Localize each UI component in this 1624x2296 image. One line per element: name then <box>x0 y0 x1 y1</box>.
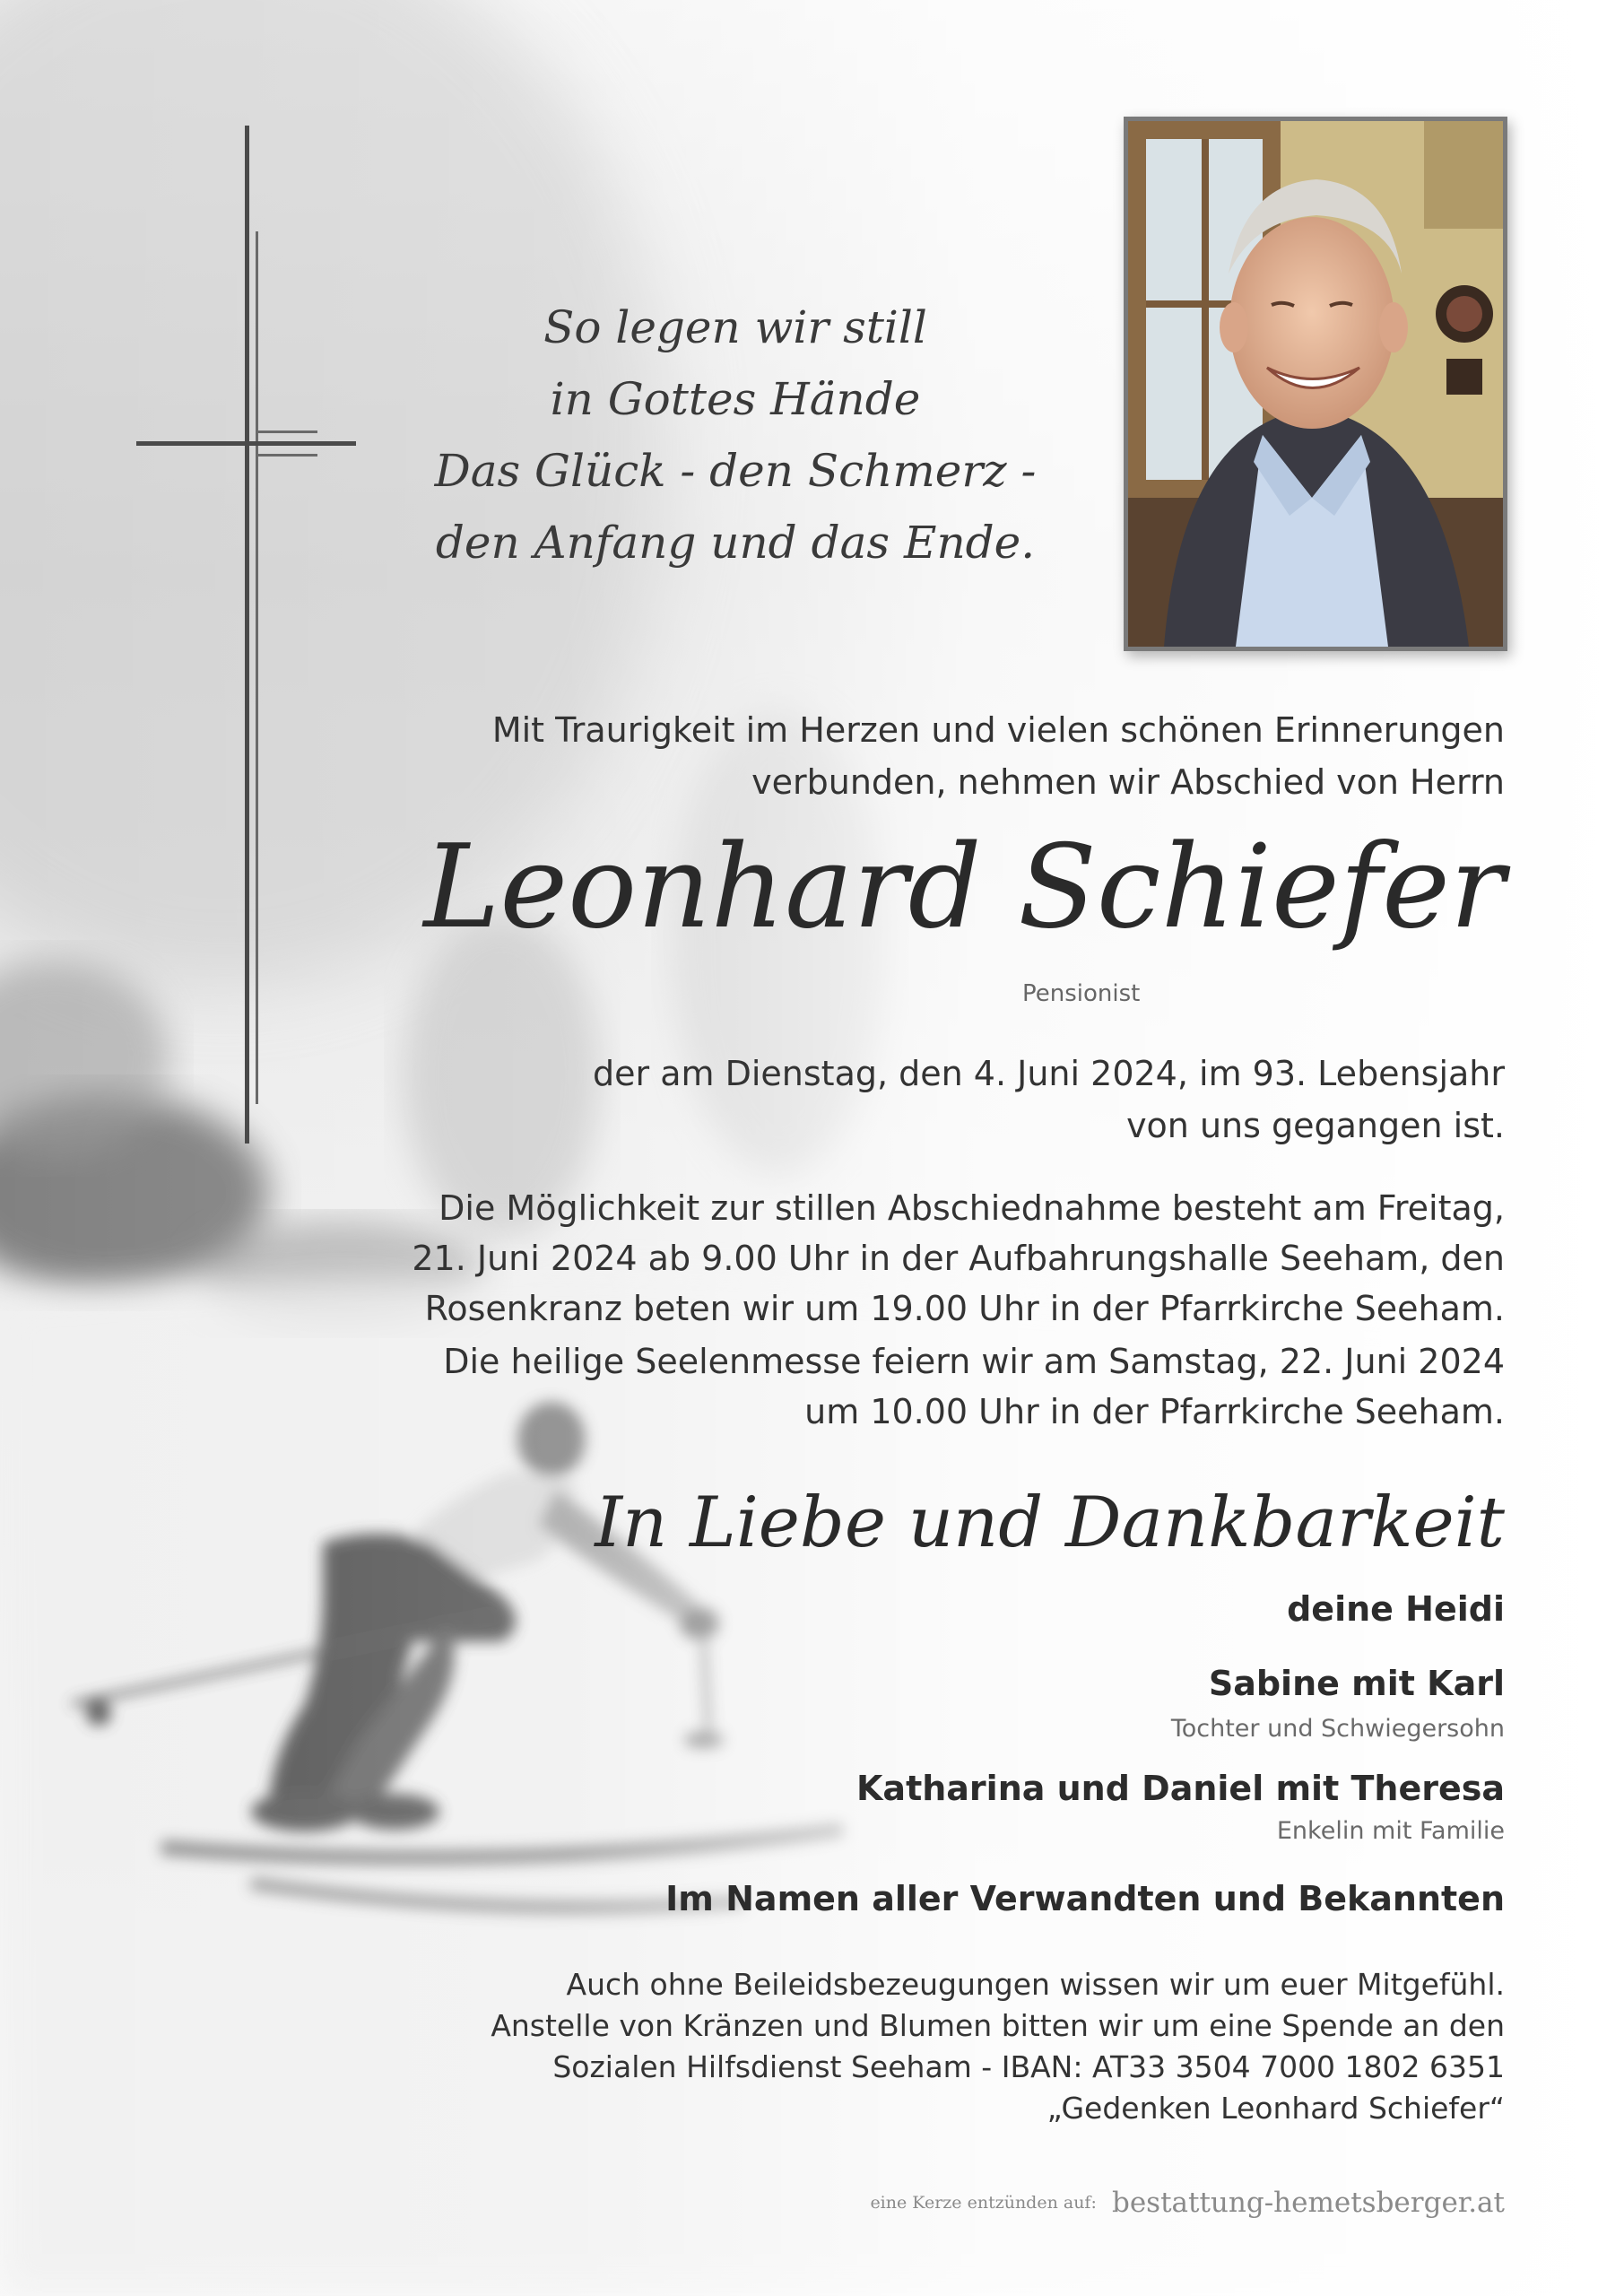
requiem-mass-text <box>339 1336 1505 1437</box>
mass-line-1: Die heilige Seelenmesse feiern wir am Samstag, 22. Juni 2024 <box>443 1342 1505 1381</box>
cross-horizontal-lower-bar <box>258 454 317 457</box>
mourner-name: Katharina und Daniel mit Theresa <box>855 1769 1505 1808</box>
mourner-relation: Tochter und Schwiegersohn <box>1170 1715 1505 1743</box>
mass-line-2: um 10.00 Uhr in der Pfarrkirche Seeham. <box>804 1392 1505 1431</box>
footer <box>870 2187 1505 2219</box>
date-of-death-text <box>429 1048 1505 1152</box>
viewing-line-1: Die Möglichkeit zur stillen Abschiednahme besteht am Freitag, <box>439 1188 1505 1228</box>
note-line-2: Anstelle von Kränzen und Blumen bitten wir um eine Spende an den <box>491 2008 1505 2043</box>
portrait-photo <box>1124 117 1507 651</box>
passed-line-2: von uns gegangen ist. <box>1126 1106 1505 1145</box>
viewing-line-2: 21. Juni 2024 ab 9.00 Uhr in der Aufbahrungshalle Seeham, den <box>412 1239 1505 1278</box>
footer-website-link[interactable]: bestattung-hemetsberger.at <box>1111 2187 1505 2219</box>
note-line-4: „Gedenken Leonhard Schiefer“ <box>1046 2091 1505 2126</box>
mourner-name: Sabine mit Karl <box>1208 1664 1505 1703</box>
intro-line-1: Mit Traurigkeit im Herzen und vielen schönen Erinnerungen <box>491 710 1505 750</box>
cross-vertical-bar <box>245 126 249 1144</box>
viewing-text <box>339 1183 1505 1334</box>
intro-text <box>429 704 1505 808</box>
note-line-1: Auch ohne Beileidsbezeugungen wissen wir um euer Mitgefühl. <box>566 1967 1505 2002</box>
verse-line-3: Das Glück - den Schmerz - <box>434 445 1037 497</box>
mourner-name: deine Heidi <box>1287 1589 1505 1629</box>
mourner-name: Im Namen aller Verwandten und Bekannten <box>665 1879 1505 1918</box>
passed-line-1: der am Dienstag, den 4. Juni 2024, im 93. Lebensjahr <box>593 1054 1505 1093</box>
cross-vertical-inner-bar <box>256 231 258 1104</box>
intro-line-2: verbunden, nehmen wir Abschied von Herrn <box>751 762 1505 802</box>
deceased-occupation: Pensionist <box>1022 980 1141 1007</box>
memorial-verse <box>421 291 1049 578</box>
closing-heading: In Liebe und Dankbarkeit <box>595 1483 1505 1563</box>
cross-horizontal-bar <box>136 441 356 446</box>
mourner-relation: Enkelin mit Familie <box>1276 1817 1505 1845</box>
donation-note <box>429 1964 1505 2129</box>
viewing-line-3: Rosenkranz beten wir um 19.00 Uhr in der Pfarrkirche Seeham. <box>424 1289 1505 1328</box>
verse-line-4: den Anfang und das Ende. <box>435 517 1036 569</box>
cross-horizontal-upper-bar <box>258 430 317 433</box>
verse-line-1: So legen wir still <box>543 301 927 353</box>
footer-label: eine Kerze entzünden auf: <box>870 2193 1097 2213</box>
deceased-name: Leonhard Schiefer <box>423 821 1505 954</box>
note-line-3: Sozialen Hilfsdienst Seeham - IBAN: AT33 3504 7000 1802 6351 <box>552 2049 1505 2084</box>
verse-line-2: in Gottes Hände <box>550 373 921 425</box>
